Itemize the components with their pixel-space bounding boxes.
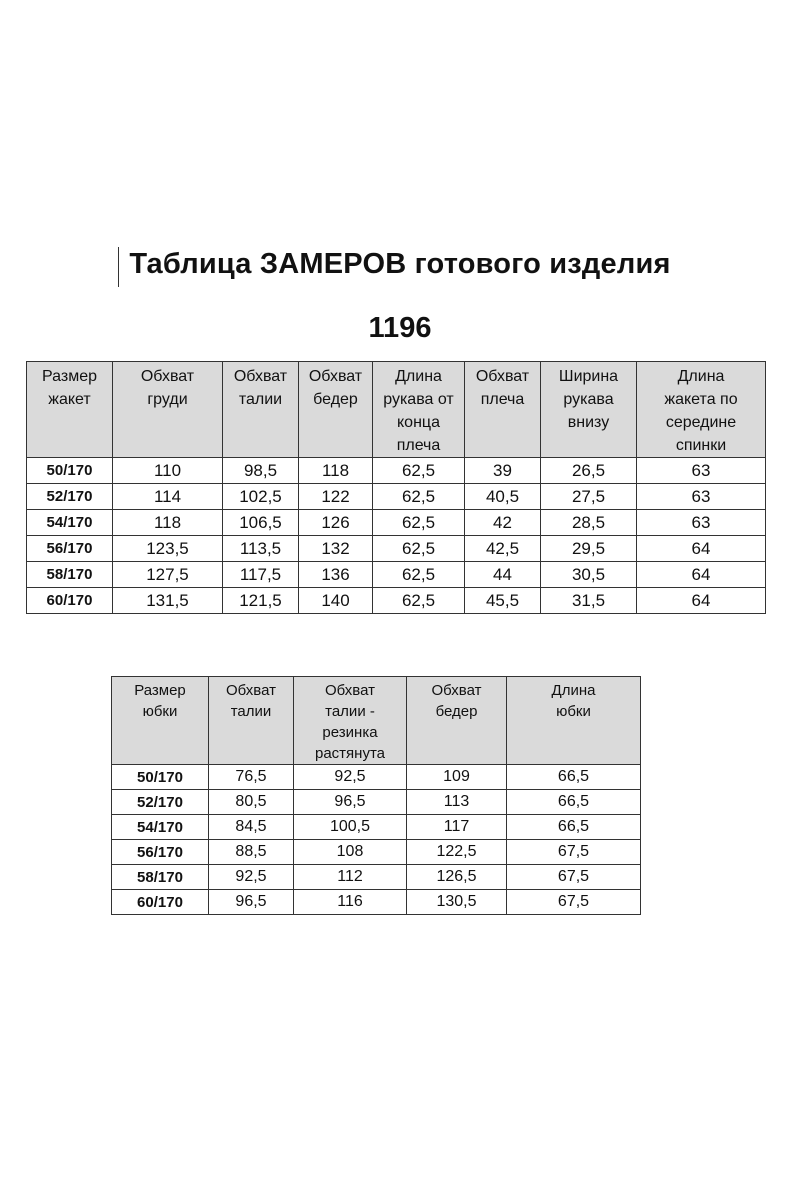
jacket-value-cell: 127,5 bbox=[113, 562, 223, 588]
table-row bbox=[112, 865, 641, 890]
jacket-header-line: рукава bbox=[563, 391, 614, 408]
jacket-header-line: середине bbox=[665, 414, 737, 431]
jacket-value-cell: 40,5 bbox=[465, 484, 541, 510]
skirt-value-cell: 113 bbox=[407, 790, 507, 815]
skirt-value-cell: 88,5 bbox=[209, 840, 294, 865]
table-row bbox=[112, 890, 641, 915]
skirt-header-cell bbox=[294, 677, 407, 765]
skirt-value-cell: 80,5 bbox=[209, 790, 294, 815]
jacket-value-cell: 26,5 bbox=[541, 458, 637, 484]
skirt-header-cell bbox=[507, 677, 641, 765]
jacket-value-cell: 42 bbox=[465, 510, 541, 536]
skirt-header-line: бедер bbox=[435, 703, 478, 720]
jacket-size-cell: 54/170 bbox=[27, 510, 113, 536]
jacket-header-line: жакет bbox=[48, 391, 91, 408]
jacket-value-cell: 31,5 bbox=[541, 588, 637, 614]
jacket-value-cell: 63 bbox=[637, 510, 766, 536]
jacket-value-cell: 39 bbox=[465, 458, 541, 484]
skirt-size-cell: 54/170 bbox=[112, 815, 209, 840]
skirt-size-cell: 56/170 bbox=[112, 840, 209, 865]
jacket-size-cell: 52/170 bbox=[27, 484, 113, 510]
skirt-value-cell: 122,5 bbox=[407, 840, 507, 865]
skirt-header-line: Размер bbox=[134, 682, 186, 699]
jacket-header-line: жакета по bbox=[664, 391, 738, 408]
skirt-value-cell: 92,5 bbox=[209, 865, 294, 890]
jacket-value-cell: 44 bbox=[465, 562, 541, 588]
jacket-value-cell: 62,5 bbox=[373, 562, 465, 588]
skirt-header-line: Обхват bbox=[431, 682, 482, 699]
jacket-header-cell bbox=[465, 362, 541, 458]
jacket-header-line: Обхват bbox=[140, 368, 195, 385]
jacket-value-cell: 110 bbox=[113, 458, 223, 484]
table-row bbox=[112, 815, 641, 840]
jacket-header-line: Обхват bbox=[233, 368, 288, 385]
skirt-header-line: Длина bbox=[551, 682, 596, 699]
jacket-header-line: конца bbox=[397, 414, 440, 431]
jacket-value-cell: 62,5 bbox=[373, 536, 465, 562]
skirt-value-cell: 67,5 bbox=[507, 865, 641, 890]
jacket-value-cell: 98,5 bbox=[223, 458, 299, 484]
skirt-value-cell: 66,5 bbox=[507, 765, 641, 790]
jacket-value-cell: 62,5 bbox=[373, 588, 465, 614]
jacket-header-cell bbox=[27, 362, 113, 458]
skirt-header-line: Обхват bbox=[226, 682, 276, 699]
jacket-value-cell: 42,5 bbox=[465, 536, 541, 562]
jacket-header-line: Ширина bbox=[558, 368, 619, 385]
jacket-header-line: Обхват bbox=[308, 368, 363, 385]
jacket-value-cell: 126 bbox=[299, 510, 373, 536]
skirt-size-cell: 60/170 bbox=[112, 890, 209, 915]
jacket-value-cell: 106,5 bbox=[223, 510, 299, 536]
jacket-header-row bbox=[27, 362, 766, 458]
jacket-value-cell: 132 bbox=[299, 536, 373, 562]
jacket-value-cell: 122 bbox=[299, 484, 373, 510]
jacket-size-cell: 50/170 bbox=[27, 458, 113, 484]
jacket-header-cell bbox=[541, 362, 637, 458]
skirt-value-cell: 66,5 bbox=[507, 790, 641, 815]
jacket-value-cell: 114 bbox=[113, 484, 223, 510]
skirt-header-line: талии bbox=[230, 703, 272, 720]
table-row bbox=[112, 840, 641, 865]
model-number: 1196 bbox=[368, 312, 432, 344]
jacket-header-cell bbox=[299, 362, 373, 458]
jacket-value-cell: 63 bbox=[637, 458, 766, 484]
jacket-header-line: плеча bbox=[396, 437, 441, 454]
jacket-header-cell bbox=[373, 362, 465, 458]
jacket-header-cell bbox=[637, 362, 766, 458]
skirt-value-cell: 76,5 bbox=[209, 765, 294, 790]
jacket-value-cell: 136 bbox=[299, 562, 373, 588]
skirt-header-cell bbox=[407, 677, 507, 765]
jacket-value-cell: 62,5 bbox=[373, 484, 465, 510]
table-row bbox=[112, 765, 641, 790]
skirt-header-line: резинка bbox=[322, 724, 378, 741]
skirt-header-line: талии - bbox=[325, 703, 375, 720]
jacket-header-line: груди bbox=[147, 391, 188, 408]
table-row bbox=[27, 510, 766, 536]
table-row bbox=[112, 790, 641, 815]
skirt-value-cell: 96,5 bbox=[294, 790, 407, 815]
skirt-header-line: юбки bbox=[556, 703, 591, 720]
jacket-header-line: бедер bbox=[313, 391, 358, 408]
jacket-value-cell: 131,5 bbox=[113, 588, 223, 614]
skirt-header-line: растянута bbox=[314, 745, 385, 762]
skirt-value-cell: 100,5 bbox=[294, 815, 407, 840]
skirt-size-cell: 58/170 bbox=[112, 865, 209, 890]
jacket-value-cell: 118 bbox=[299, 458, 373, 484]
jacket-value-cell: 62,5 bbox=[373, 458, 465, 484]
skirt-value-cell: 126,5 bbox=[407, 865, 507, 890]
skirt-table-body bbox=[112, 765, 641, 915]
jacket-value-cell: 62,5 bbox=[373, 510, 465, 536]
table-row bbox=[27, 484, 766, 510]
jacket-header-line: спинки bbox=[675, 437, 727, 454]
skirt-size-cell: 50/170 bbox=[112, 765, 209, 790]
jacket-size-cell: 56/170 bbox=[27, 536, 113, 562]
jacket-header-line: внизу bbox=[567, 414, 610, 431]
jacket-value-cell: 64 bbox=[637, 588, 766, 614]
table-row bbox=[27, 536, 766, 562]
jacket-value-cell: 63 bbox=[637, 484, 766, 510]
jacket-header-cell bbox=[113, 362, 223, 458]
skirt-header-row bbox=[112, 677, 641, 765]
skirt-value-cell: 109 bbox=[407, 765, 507, 790]
jacket-value-cell: 113,5 bbox=[223, 536, 299, 562]
skirt-value-cell: 66,5 bbox=[507, 815, 641, 840]
jacket-value-cell: 64 bbox=[637, 562, 766, 588]
jacket-measurements-table bbox=[26, 361, 766, 614]
jacket-value-cell: 30,5 bbox=[541, 562, 637, 588]
skirt-size-cell: 52/170 bbox=[112, 790, 209, 815]
skirt-header-line: Обхват bbox=[325, 682, 375, 699]
jacket-size-cell: 58/170 bbox=[27, 562, 113, 588]
jacket-header-line: Размер bbox=[42, 368, 97, 385]
table-row bbox=[27, 588, 766, 614]
skirt-value-cell: 108 bbox=[294, 840, 407, 865]
skirt-value-cell: 112 bbox=[294, 865, 407, 890]
jacket-value-cell: 64 bbox=[637, 536, 766, 562]
jacket-header-line: Длина bbox=[395, 368, 442, 385]
jacket-header-line: талии bbox=[238, 391, 283, 408]
jacket-header-line: Обхват bbox=[475, 368, 530, 385]
jacket-value-cell: 140 bbox=[299, 588, 373, 614]
jacket-header-cell bbox=[223, 362, 299, 458]
jacket-value-cell: 117,5 bbox=[223, 562, 299, 588]
skirt-value-cell: 116 bbox=[294, 890, 407, 915]
skirt-header-cell bbox=[112, 677, 209, 765]
jacket-value-cell: 29,5 bbox=[541, 536, 637, 562]
skirt-value-cell: 92,5 bbox=[294, 765, 407, 790]
jacket-header-line: Длина bbox=[677, 368, 725, 385]
skirt-value-cell: 67,5 bbox=[507, 840, 641, 865]
skirt-value-cell: 117 bbox=[407, 815, 507, 840]
jacket-value-cell: 102,5 bbox=[223, 484, 299, 510]
table-row bbox=[27, 458, 766, 484]
skirt-measurements-table bbox=[111, 676, 641, 915]
jacket-value-cell: 28,5 bbox=[541, 510, 637, 536]
jacket-value-cell: 121,5 bbox=[223, 588, 299, 614]
jacket-value-cell: 45,5 bbox=[465, 588, 541, 614]
jacket-table-body bbox=[27, 458, 766, 614]
skirt-header-line: юбки bbox=[142, 703, 178, 720]
table-row bbox=[27, 562, 766, 588]
jacket-header-line: плеча bbox=[480, 391, 525, 408]
jacket-header-line: рукава от bbox=[383, 391, 454, 408]
text-cursor bbox=[118, 247, 119, 287]
skirt-header-cell bbox=[209, 677, 294, 765]
jacket-value-cell: 118 bbox=[113, 510, 223, 536]
jacket-value-cell: 27,5 bbox=[541, 484, 637, 510]
skirt-value-cell: 84,5 bbox=[209, 815, 294, 840]
skirt-value-cell: 67,5 bbox=[507, 890, 641, 915]
page-title: Таблица ЗАМЕРОВ готового изделия bbox=[129, 248, 671, 280]
skirt-value-cell: 96,5 bbox=[209, 890, 294, 915]
jacket-size-cell: 60/170 bbox=[27, 588, 113, 614]
jacket-value-cell: 123,5 bbox=[113, 536, 223, 562]
skirt-value-cell: 130,5 bbox=[407, 890, 507, 915]
